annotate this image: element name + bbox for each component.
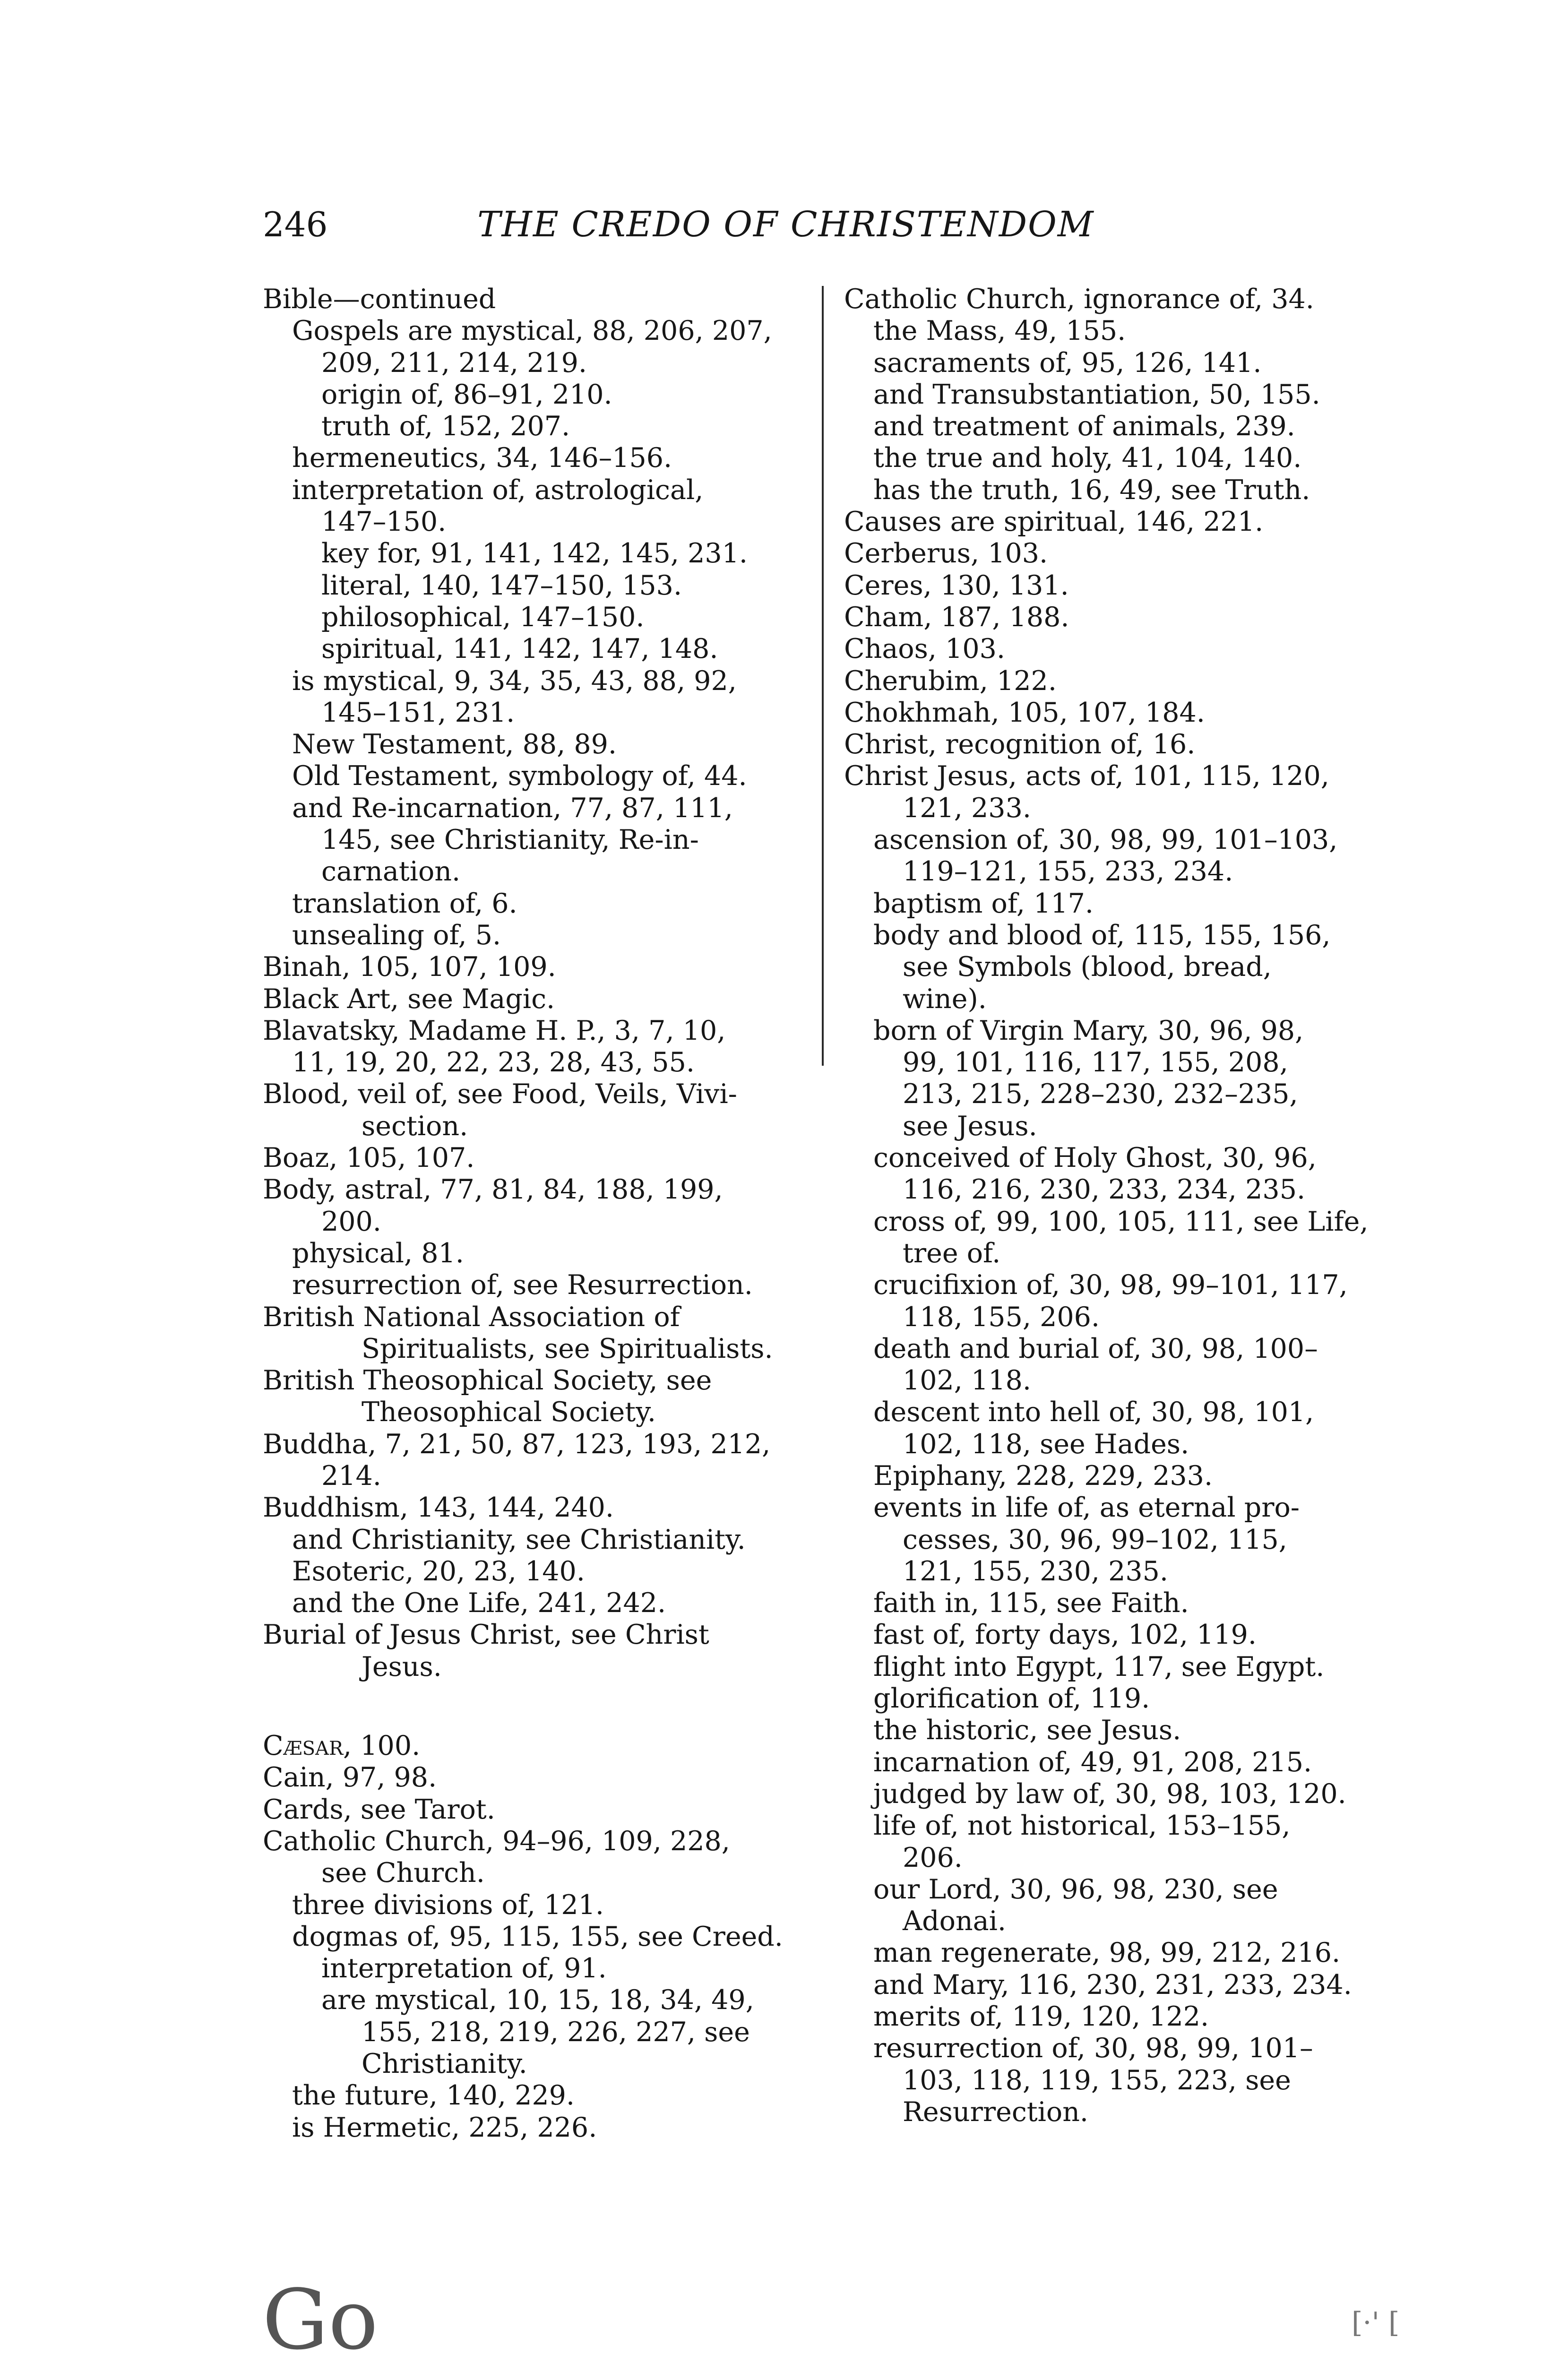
index-entry: 213, 215, 228–230, 232–235, [903, 1078, 1298, 1110]
index-entry: and Transubstantiation, 50, 155. [873, 379, 1320, 410]
index-entry: Bible—continued [263, 284, 496, 315]
index-entry: translation of, 6. [292, 888, 517, 919]
index-entry: Boaz, 105, 107. [263, 1142, 475, 1174]
index-entry: British National Association of [263, 1301, 680, 1333]
index-entry: Catholic Church, ignorance of, 34. [844, 284, 1314, 315]
index-entry: Ceres, 130, 131. [844, 569, 1069, 601]
index-entry: Chokhmah, 105, 107, 184. [844, 697, 1205, 728]
index-entry: 11, 19, 20, 22, 23, 28, 43, 55. [292, 1047, 695, 1078]
index-entry: Catholic Church, 94–96, 109, 228, [263, 1825, 730, 1857]
page-header [0, 198, 1568, 250]
index-entry: Chaos, 103. [844, 633, 1006, 665]
index-entry: flight into Egypt, 117, see Egypt. [873, 1651, 1325, 1682]
index-entry: Black Art, see Magic. [263, 983, 555, 1015]
index-entry: Christianity. [362, 2048, 527, 2080]
index-entry: 118, 155, 206. [903, 1301, 1100, 1333]
index-entry: our Lord, 30, 96, 98, 230, see [873, 1873, 1278, 1905]
index-entry: hermeneutics, 34, 146–156. [292, 442, 672, 474]
index-column-left [263, 284, 806, 2144]
index-entry: Causes are spiritual, 146, 221. [844, 506, 1264, 538]
index-entry: fast of, forty days, 102, 119. [873, 1619, 1257, 1651]
index-entry: life of, not historical, 153–155, [873, 1810, 1291, 1842]
index-entry: is Hermetic, 225, 226. [292, 2112, 597, 2143]
index-entry: 147–150. [321, 506, 447, 538]
index-entry: philosophical, 147–150. [321, 601, 645, 633]
index-entry: Body, astral, 77, 81, 84, 188, 199, [263, 1174, 723, 1206]
index-entry: body and blood of, 115, 155, 156, [873, 919, 1331, 951]
scan-watermark-go: Go [262, 2272, 379, 2363]
index-entry: merits of, 119, 120, 122. [873, 2001, 1209, 2033]
index-entry: the historic, see Jesus. [873, 1715, 1181, 1746]
index-entry: Old Testament, symbology of, 44. [292, 760, 747, 792]
index-entry: see Church. [321, 1857, 485, 1889]
index-entry: Resurrection. [903, 2096, 1089, 2128]
index-entry: interpretation of, 91. [321, 1953, 607, 1984]
index-entry: Cæsar, 100. [263, 1730, 421, 1762]
index-entry: descent into hell of, 30, 98, 101, [873, 1397, 1314, 1428]
index-entry: 200. [321, 1206, 381, 1237]
index-entry: see Symbols (blood, bread, [903, 951, 1272, 983]
index-entry: crucifixion of, 30, 98, 99–101, 117, [873, 1269, 1348, 1301]
index-entry: Buddha, 7, 21, 50, 87, 123, 193, 212, [263, 1428, 771, 1460]
index-entry: Spiritualists, see Spiritualists. [362, 1333, 773, 1364]
index-entry: glorification of, 119. [873, 1683, 1150, 1715]
column-divider [822, 286, 824, 1066]
running-title: THE CREDO OF CHRISTENDOM [477, 204, 1094, 245]
index-entry: New Testament, 88, 89. [292, 729, 617, 760]
index-entry: born of Virgin Mary, 30, 96, 98, [873, 1015, 1304, 1046]
index-entry: Cerberus, 103. [844, 538, 1048, 569]
index-entry: Adonai. [903, 1906, 1007, 1937]
index-entry: sacraments of, 95, 126, 141. [873, 347, 1262, 379]
index-entry: Cham, 187, 188. [844, 601, 1069, 633]
index-entry: origin of, 86–91, 210. [321, 379, 612, 410]
index-entry: events in life of, as eternal pro- [873, 1492, 1300, 1524]
index-entry: incarnation of, 49, 91, 208, 215. [873, 1746, 1312, 1778]
index-entry: Esoteric, 20, 23, 140. [292, 1555, 585, 1587]
index-entry: ascension of, 30, 98, 99, 101–103, [873, 824, 1338, 856]
index-entry: 102, 118, see Hades. [903, 1428, 1189, 1460]
index-entry: key for, 91, 141, 142, 145, 231. [321, 538, 748, 569]
index-entry: is mystical, 9, 34, 35, 43, 88, 92, [292, 665, 737, 697]
index-entry: unsealing of, 5. [292, 919, 501, 951]
index-entry: 119–121, 155, 233, 234. [903, 856, 1233, 888]
index-entry: Epiphany, 228, 229, 233. [873, 1460, 1213, 1492]
index-entry: literal, 140, 147–150, 153. [321, 569, 682, 601]
index-entry: Cards, see Tarot. [263, 1794, 495, 1825]
index-entry: man regenerate, 98, 99, 212, 216. [873, 1937, 1341, 1969]
index-entry: and Re-incarnation, 77, 87, 111, [292, 792, 733, 824]
index-entry: 145, see Christianity, Re-in- [321, 824, 699, 856]
index-entry: and Christianity, see Christianity. [292, 1524, 746, 1555]
index-entry: 206. [903, 1842, 963, 1873]
index-entry: the Mass, 49, 155. [873, 315, 1126, 347]
index-entry: cross of, 99, 100, 105, 111, see Life, [873, 1206, 1369, 1237]
index-entry: Theosophical Society. [362, 1397, 656, 1428]
index-entry: 99, 101, 116, 117, 155, 208, [903, 1047, 1288, 1078]
index-entry: and the One Life, 241, 242. [292, 1587, 666, 1619]
index-entry: Jesus. [362, 1651, 442, 1682]
index-entry: dogmas of, 95, 115, 155, see Creed. [292, 1921, 783, 1952]
index-entry: the true and holy, 41, 104, 140. [873, 442, 1302, 474]
index-entry: physical, 81. [292, 1237, 464, 1269]
index-entry: 121, 233. [903, 792, 1031, 824]
index-entry: 116, 216, 230, 233, 234, 235. [903, 1174, 1306, 1206]
index-entry: carnation. [321, 856, 461, 888]
index-entry: 121, 155, 230, 235. [903, 1555, 1169, 1587]
index-entry: Burial of Jesus Christ, see Christ [263, 1619, 709, 1651]
index-entry: and treatment of animals, 239. [873, 411, 1295, 442]
index-entry: Christ, recognition of, 16. [844, 729, 1196, 760]
index-entry: judged by law of, 30, 98, 103, 120. [873, 1778, 1346, 1810]
index-entry: Binah, 105, 107, 109. [263, 951, 556, 983]
index-entry: resurrection of, see Resurrection. [292, 1269, 753, 1301]
index-entry: resurrection of, 30, 98, 99, 101– [873, 2033, 1313, 2064]
scan-marks: [·' [ [1352, 2306, 1400, 2339]
index-entry: truth of, 152, 207. [321, 411, 570, 442]
index-entry: spiritual, 141, 142, 147, 148. [321, 633, 718, 665]
index-entry: Blood, veil of, see Food, Veils, Vivi- [263, 1078, 737, 1110]
index-entry: 214. [321, 1460, 381, 1492]
index-entry: 155, 218, 219, 226, 227, see [362, 2016, 750, 2048]
index-entry: Blavatsky, Madame H. P., 3, 7, 10, [263, 1015, 726, 1046]
index-entry: 102, 118. [903, 1365, 1031, 1397]
index-entry: tree of. [903, 1237, 1001, 1269]
index-entry: cesses, 30, 96, 99–102, 115, [903, 1524, 1287, 1555]
letter-section-gap [263, 1683, 806, 1730]
index-entry: the future, 140, 229. [292, 2080, 575, 2112]
index-entry: British Theosophical Society, see [263, 1365, 712, 1397]
index-entry: 209, 211, 214, 219. [321, 347, 587, 379]
index-entry: Buddhism, 143, 144, 240. [263, 1492, 614, 1524]
index-entry: are mystical, 10, 15, 18, 34, 49, [321, 1984, 754, 2016]
index-entry: death and burial of, 30, 98, 100– [873, 1333, 1318, 1364]
index-entry: Cain, 97, 98. [263, 1762, 437, 1794]
index-entry: and Mary, 116, 230, 231, 233, 234. [873, 1969, 1352, 2001]
index-entry: Cherubim, 122. [844, 665, 1057, 697]
index-entry: see Jesus. [903, 1110, 1037, 1142]
index-entry: baptism of, 117. [873, 888, 1094, 919]
index-entry: conceived of Holy Ghost, 30, 96, [873, 1142, 1317, 1174]
index-entry: section. [362, 1110, 468, 1142]
index-entry: has the truth, 16, 49, see Truth. [873, 474, 1310, 506]
index-entry: Gospels are mystical, 88, 206, 207, [292, 315, 772, 347]
index-entry: 103, 118, 119, 155, 223, see [903, 2064, 1291, 2096]
index-entry: three divisions of, 121. [292, 1889, 604, 1921]
index-entry: Christ Jesus, acts of, 101, 115, 120, [844, 760, 1329, 792]
index-entry: interpretation of, astrological, [292, 474, 704, 506]
index-entry: 145–151, 231. [321, 697, 515, 728]
index-entry: faith in, 115, see Faith. [873, 1587, 1189, 1619]
page-number: 246 [263, 205, 328, 244]
index-entry: wine). [903, 983, 987, 1015]
index-column-right [844, 284, 1387, 2128]
